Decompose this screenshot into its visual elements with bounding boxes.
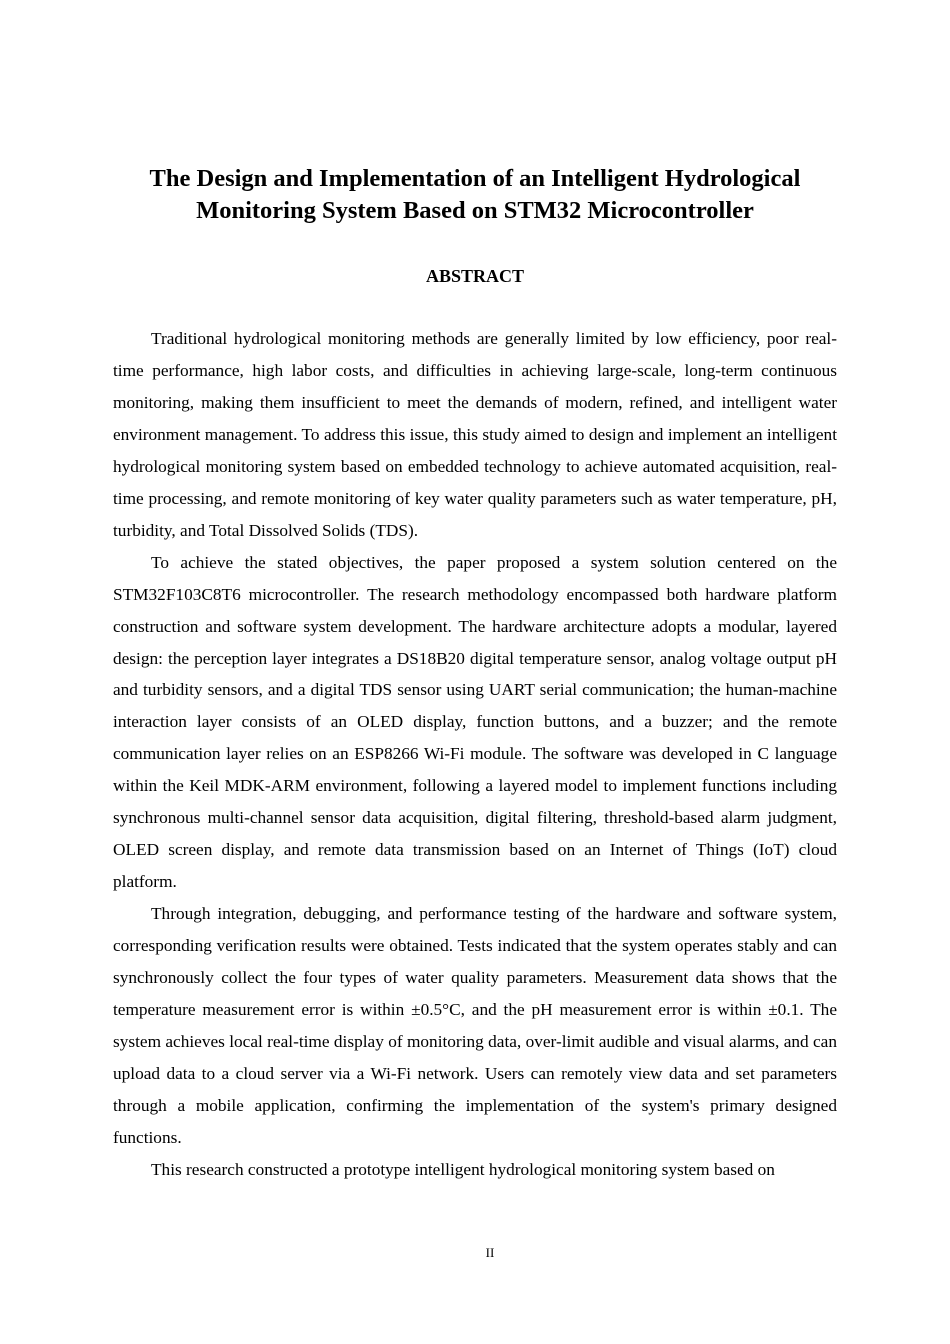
abstract-paragraph-2: To achieve the stated objectives, the paper proposed a system solution centered on the STM32F103C8T6 microcontroller. The research methodology encompassed both hardware platform construction and software system development. The hardware architecture adopts a modular, layered design: the perception layer integrates a DS18B20 digital temperature sensor, analog voltage output pH and turbidity sensors, and a digital TDS sensor using UART serial communication; the human-machine interaction layer consists of an OLED display, function buttons, and a buzzer; and the remote communication layer relies on an ESP8266 Wi-Fi module. The software was developed in C language within the Keil MDK-ARM environment, following a layered model to implement functions including synchronous multi-channel sensor data acquisition, digital filtering, threshold-based alarm judgment, OLED screen display, and remote data transmission based on an Internet of Things (IoT) cloud platform.: [113, 552, 837, 892]
abstract-paragraph-1: Traditional hydrological monitoring methods are generally limited by low efficiency, poor real-time performance, high labor costs, and difficulties in achieving large-scale, long-term continuous monitoring, making them insufficient to meet the demands of modern, refined, and intelligent water environment management. To address this issue, this study aimed to design and implement an intelligent hydrological monitoring system based on embedded technology to achieve automated acquisition, real-time processing, and remote monitoring of key water quality parameters such as water temperature, pH, turbidity, and Total Dissolved Solids (TDS).: [113, 329, 837, 540]
abstract-heading: ABSTRACT: [425, 266, 525, 286]
abstract-paragraph-3: Through integration, debugging, and performance testing of the hardware and software system, corresponding verification results were obtained. Tests indicated that the system operates stably and can synchronously collect the four types of water quality parameters. Measurement data shows that the temperature measurement error is within ±0.5°C, and the pH measurement error is within ±0.1. The system achieves local real-time display of monitoring data, over-limit audible and visual alarms, and can upload data to a cloud server via a Wi-Fi network. Users can remotely view data and set parameters through a mobile application, confirming the implementation of the system's primary designed functions.: [113, 904, 837, 1147]
page-number: II: [485, 1245, 495, 1260]
paper-title-line-1: The Design and Implementation of an Intelligent Hydrological: [149, 165, 801, 192]
abstract-body: [113, 323, 837, 1186]
paper-title-line-2: Monitoring System Based on STM32 Microcontroller: [196, 197, 754, 224]
abstract-paragraph-4: This research constructed a prototype intelligent hydrological monitoring system based on: [151, 1159, 775, 1179]
paper-title: [113, 163, 837, 227]
